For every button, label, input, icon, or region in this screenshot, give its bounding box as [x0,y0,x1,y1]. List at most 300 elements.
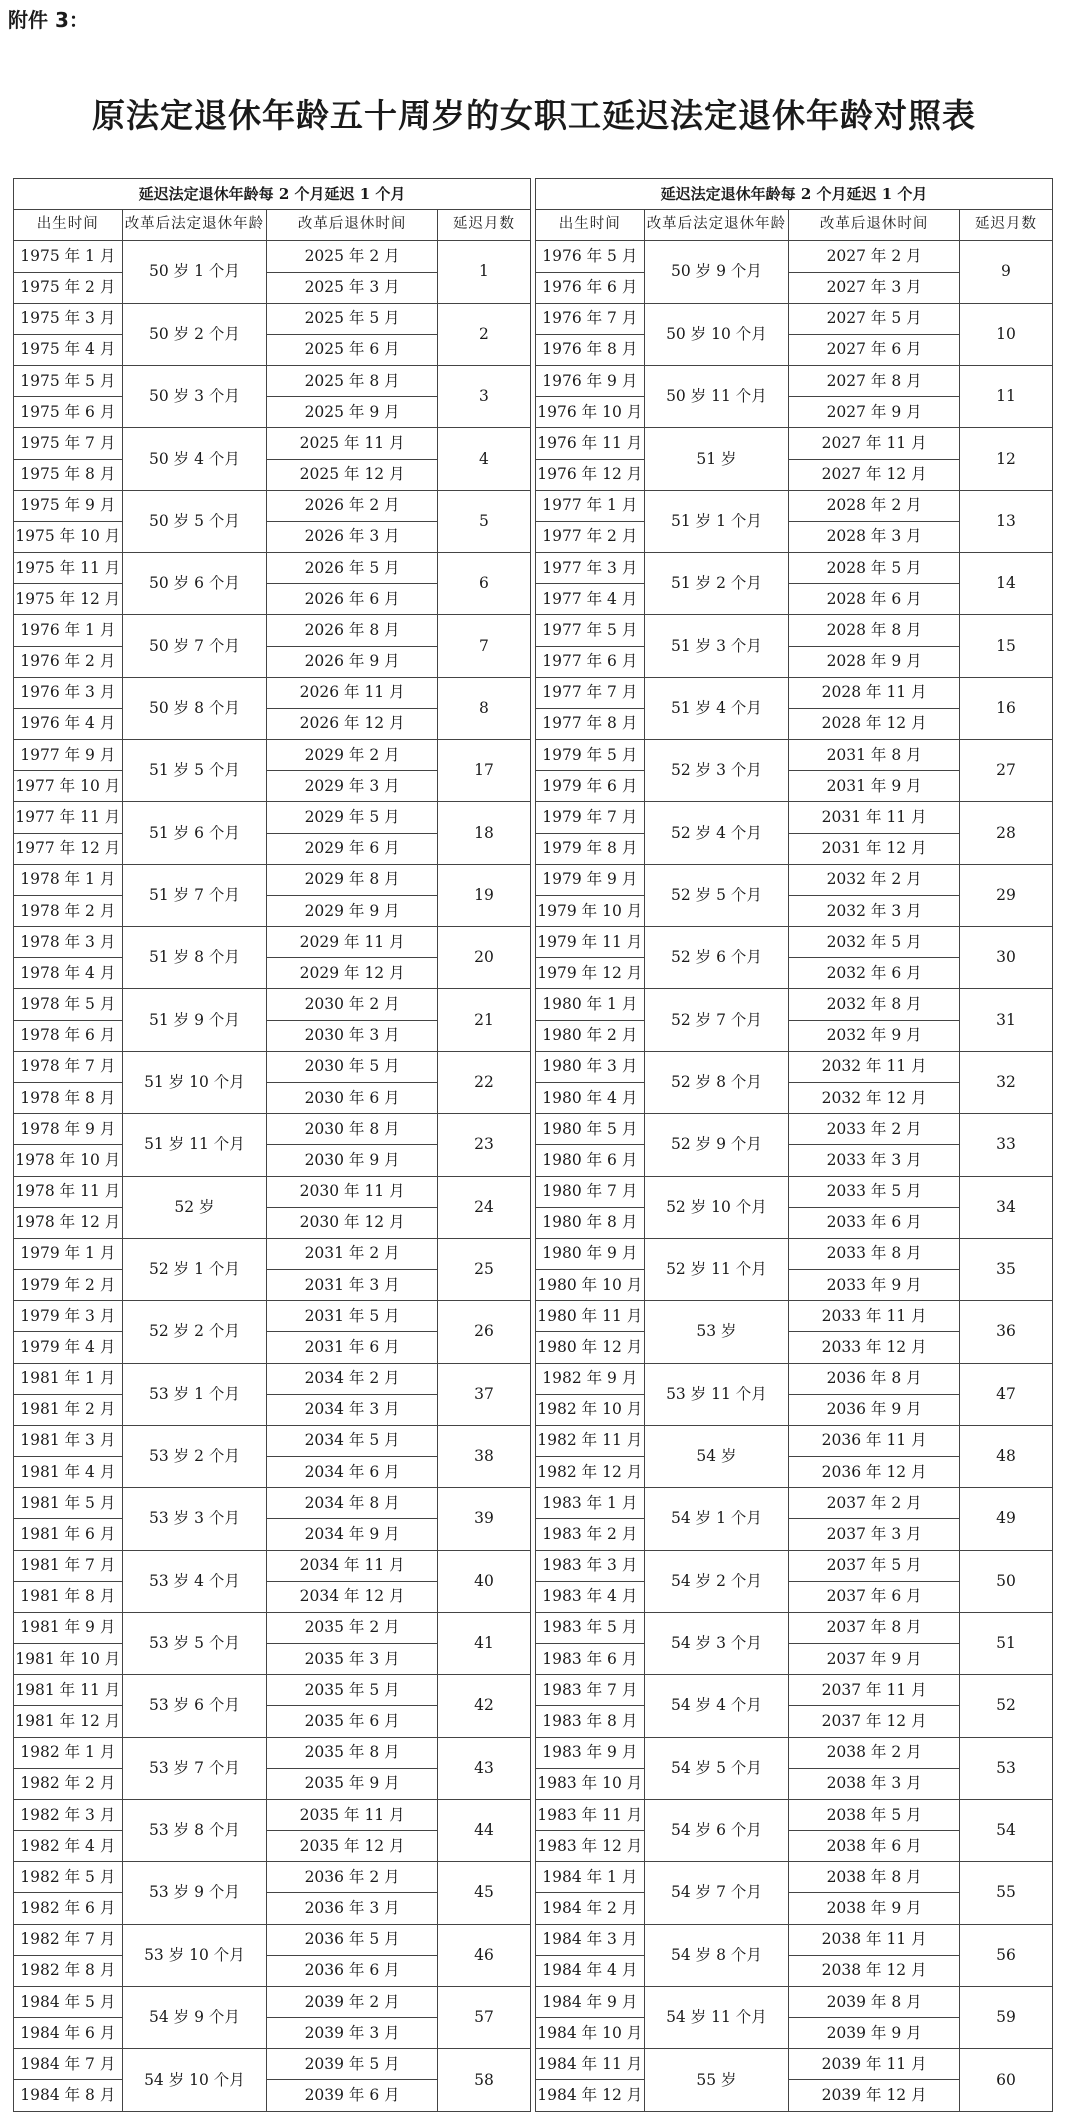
retirement-time-cell: 2026 年 2 月 [267,490,438,521]
retirement-time-cell: 2038 年 5 月 [789,1799,960,1830]
retirement-time-cell: 2033 年 3 月 [789,1145,960,1176]
table-row [536,1550,1053,1581]
birth-date-cell: 1981 年 2 月 [14,1394,123,1425]
retirement-age-cell: 54 岁 [644,1425,789,1487]
retirement-time-cell: 2030 年 11 月 [267,1176,438,1207]
delay-months-cell: 53 [959,1737,1052,1799]
birth-date-cell: 1979 年 4 月 [14,1332,123,1363]
retirement-time-cell: 2039 年 11 月 [789,2049,960,2080]
retirement-time-cell: 2034 年 12 月 [267,1581,438,1612]
birth-date-cell: 1975 年 12 月 [14,584,123,615]
delay-months-cell: 50 [959,1550,1052,1612]
table-row [14,989,531,1020]
birth-date-cell: 1977 年 11 月 [14,802,123,833]
retirement-time-cell: 2037 年 3 月 [789,1519,960,1550]
retirement-age-cell: 51 岁 11 个月 [122,1114,267,1176]
table-row [14,1986,531,2017]
retirement-time-cell: 2038 年 12 月 [789,1955,960,1986]
retirement-age-cell: 54 岁 4 个月 [644,1675,789,1737]
birth-date-cell: 1980 年 7 月 [536,1176,645,1207]
retirement-time-cell: 2028 年 3 月 [789,521,960,552]
retirement-time-cell: 2029 年 3 月 [267,771,438,802]
birth-date-cell: 1983 年 5 月 [536,1612,645,1643]
table-row [536,1675,1053,1706]
delay-months-cell: 28 [959,802,1052,864]
delay-months-cell: 58 [437,2049,530,2112]
retirement-time-cell: 2031 年 9 月 [789,771,960,802]
table-row [536,303,1053,334]
attachment-label: 附件 3： [8,8,89,32]
retirement-time-cell: 2031 年 3 月 [267,1270,438,1301]
retirement-time-cell: 2026 年 9 月 [267,646,438,677]
retirement-age-cell: 52 岁 6 个月 [644,927,789,989]
birth-date-cell: 1981 年 8 月 [14,1581,123,1612]
retirement-time-cell: 2038 年 11 月 [789,1924,960,1955]
table-row [14,241,531,272]
right-table [535,178,1053,2112]
table-row [536,740,1053,771]
table-row [536,1612,1053,1643]
birth-date-cell: 1975 年 3 月 [14,303,123,334]
retirement-time-cell: 2027 年 12 月 [789,459,960,490]
retirement-time-cell: 2033 年 11 月 [789,1301,960,1332]
table-row [14,1737,531,1768]
birth-date-cell: 1982 年 2 月 [14,1768,123,1799]
delay-months-cell: 12 [959,428,1052,490]
retirement-time-cell: 2031 年 12 月 [789,833,960,864]
left-table-body [14,179,531,2112]
delay-months-cell: 22 [437,1051,530,1113]
retirement-time-cell: 2034 年 6 月 [267,1457,438,1488]
retirement-time-cell: 2036 年 3 月 [267,1893,438,1924]
delay-months-cell: 38 [437,1425,530,1487]
retirement-age-cell: 54 岁 1 个月 [644,1488,789,1550]
retirement-time-cell: 2030 年 8 月 [267,1114,438,1145]
delay-months-cell: 5 [437,490,530,552]
retirement-age-cell: 53 岁 10 个月 [122,1924,267,1986]
retirement-age-cell: 53 岁 1 个月 [122,1363,267,1425]
table-row [14,303,531,334]
birth-date-cell: 1975 年 7 月 [14,428,123,459]
birth-date-cell: 1980 年 4 月 [536,1082,645,1113]
retirement-time-cell: 2026 年 5 月 [267,553,438,584]
delay-months-cell: 16 [959,677,1052,739]
table-row [14,1550,531,1581]
table-row [536,927,1053,958]
retirement-time-cell: 2029 年 12 月 [267,958,438,989]
birth-date-cell: 1984 年 3 月 [536,1924,645,1955]
birth-date-cell: 1977 年 5 月 [536,615,645,646]
retirement-time-cell: 2029 年 5 月 [267,802,438,833]
delay-months-cell: 45 [437,1862,530,1924]
delay-months-cell: 57 [437,1986,530,2048]
birth-date-cell: 1979 年 5 月 [536,740,645,771]
table-row [536,1488,1053,1519]
retirement-age-cell: 50 岁 10 个月 [644,303,789,365]
birth-date-cell: 1978 年 3 月 [14,927,123,958]
retirement-age-cell: 50 岁 8 个月 [122,677,267,739]
birth-date-cell: 1978 年 9 月 [14,1114,123,1145]
birth-date-cell: 1976 年 9 月 [536,366,645,397]
birth-date-cell: 1975 年 5 月 [14,366,123,397]
retirement-age-cell: 50 岁 5 个月 [122,490,267,552]
retirement-time-cell: 2029 年 9 月 [267,895,438,926]
delay-months-cell: 18 [437,802,530,864]
birth-date-cell: 1980 年 9 月 [536,1238,645,1269]
retirement-age-cell: 51 岁 9 个月 [122,989,267,1051]
retirement-time-cell: 2032 年 2 月 [789,864,960,895]
birth-date-cell: 1982 年 11 月 [536,1425,645,1456]
delay-months-cell: 27 [959,740,1052,802]
table-row [536,490,1053,521]
retirement-time-cell: 2032 年 11 月 [789,1051,960,1082]
retirement-age-cell: 55 岁 [644,2049,789,2112]
birth-date-cell: 1975 年 8 月 [14,459,123,490]
delay-months-cell: 4 [437,428,530,490]
retirement-time-cell: 2031 年 6 月 [267,1332,438,1363]
birth-date-cell: 1984 年 8 月 [14,2080,123,2112]
retirement-time-cell: 2035 年 8 月 [267,1737,438,1768]
delay-months-cell: 13 [959,490,1052,552]
delay-months-cell: 17 [437,740,530,802]
retirement-time-cell: 2034 年 11 月 [267,1550,438,1581]
birth-date-cell: 1983 年 10 月 [536,1768,645,1799]
table-row [14,1114,531,1145]
birth-date-cell: 1976 年 1 月 [14,615,123,646]
retirement-time-cell: 2026 年 11 月 [267,677,438,708]
retirement-time-cell: 2025 年 3 月 [267,272,438,303]
delay-months-cell: 15 [959,615,1052,677]
table-row [14,1051,531,1082]
birth-date-cell: 1983 年 3 月 [536,1550,645,1581]
delay-months-cell: 43 [437,1737,530,1799]
delay-months-cell: 19 [437,864,530,926]
birth-date-cell: 1981 年 1 月 [14,1363,123,1394]
birth-date-cell: 1978 年 7 月 [14,1051,123,1082]
table-row [536,241,1053,272]
table-row [14,1425,531,1456]
birth-date-cell: 1980 年 6 月 [536,1145,645,1176]
retirement-time-cell: 2030 年 12 月 [267,1207,438,1238]
retirement-time-cell: 2027 年 5 月 [789,303,960,334]
retirement-time-cell: 2033 年 2 月 [789,1114,960,1145]
delay-months-cell: 14 [959,553,1052,615]
retirement-time-cell: 2025 年 9 月 [267,397,438,428]
retirement-time-cell: 2031 年 11 月 [789,802,960,833]
retirement-time-cell: 2036 年 9 月 [789,1394,960,1425]
retirement-time-cell: 2027 年 6 月 [789,334,960,365]
retirement-time-cell: 2038 年 3 月 [789,1768,960,1799]
retirement-age-cell: 53 岁 4 个月 [122,1550,267,1612]
birth-date-cell: 1980 年 11 月 [536,1301,645,1332]
retirement-time-cell: 2033 年 9 月 [789,1270,960,1301]
birth-date-cell: 1978 年 1 月 [14,864,123,895]
birth-date-cell: 1976 年 2 月 [14,646,123,677]
retirement-time-cell: 2034 年 9 月 [267,1519,438,1550]
retirement-age-cell: 52 岁 8 个月 [644,1051,789,1113]
retirement-age-cell: 50 岁 4 个月 [122,428,267,490]
retirement-age-cell: 51 岁 6 个月 [122,802,267,864]
retirement-time-cell: 2039 年 3 月 [267,2018,438,2049]
table-row [536,677,1053,708]
retirement-age-cell: 54 岁 8 个月 [644,1924,789,1986]
birth-date-cell: 1984 年 7 月 [14,2049,123,2080]
birth-date-cell: 1983 年 11 月 [536,1799,645,1830]
birth-date-cell: 1979 年 10 月 [536,895,645,926]
table-row [14,1612,531,1643]
retirement-time-cell: 2029 年 6 月 [267,833,438,864]
delay-months-cell: 35 [959,1238,1052,1300]
table-row [536,2049,1053,2080]
retirement-time-cell: 2032 年 12 月 [789,1082,960,1113]
document-title: 原法定退休年龄五十周岁的女职工延迟法定退休年龄对照表 [92,96,976,135]
delay-months-cell: 33 [959,1114,1052,1176]
birth-date-cell: 1982 年 3 月 [14,1799,123,1830]
birth-date-cell: 1977 年 3 月 [536,553,645,584]
retirement-time-cell: 2026 年 12 月 [267,708,438,739]
birth-date-cell: 1978 年 2 月 [14,895,123,926]
delay-months-cell: 52 [959,1675,1052,1737]
retirement-time-cell: 2032 年 8 月 [789,989,960,1020]
retirement-age-cell: 54 岁 3 个月 [644,1612,789,1674]
delay-months-cell: 46 [437,1924,530,1986]
retirement-age-cell: 54 岁 5 个月 [644,1737,789,1799]
retirement-age-cell: 53 岁 11 个月 [644,1363,789,1425]
birth-date-cell: 1980 年 10 月 [536,1270,645,1301]
retirement-time-cell: 2037 年 12 月 [789,1706,960,1737]
birth-date-cell: 1975 年 6 月 [14,397,123,428]
retirement-time-cell: 2037 年 6 月 [789,1581,960,1612]
delay-months-cell: 40 [437,1550,530,1612]
retirement-age-cell: 50 岁 1 个月 [122,241,267,303]
birth-date-cell: 1983 年 4 月 [536,1581,645,1612]
retirement-time-cell: 2029 年 8 月 [267,864,438,895]
birth-date-cell: 1979 年 2 月 [14,1270,123,1301]
retirement-age-cell: 52 岁 3 个月 [644,740,789,802]
table-row [14,802,531,833]
retirement-time-cell: 2029 年 11 月 [267,927,438,958]
retirement-age-cell: 51 岁 7 个月 [122,864,267,926]
delay-months-cell: 48 [959,1425,1052,1487]
retirement-age-cell: 54 岁 2 个月 [644,1550,789,1612]
retirement-time-cell: 2025 年 12 月 [267,459,438,490]
birth-date-cell: 1976 年 10 月 [536,397,645,428]
table-row [14,553,531,584]
birth-date-cell: 1977 年 4 月 [536,584,645,615]
retirement-time-cell: 2033 年 6 月 [789,1207,960,1238]
delay-months-cell: 32 [959,1051,1052,1113]
table-row [536,366,1053,397]
birth-date-cell: 1976 年 4 月 [14,708,123,739]
retirement-time-cell: 2037 年 5 月 [789,1550,960,1581]
delay-months-cell: 36 [959,1301,1052,1363]
table-row [536,1363,1053,1394]
delay-months-cell: 2 [437,303,530,365]
retirement-age-cell: 50 岁 6 个月 [122,553,267,615]
table-row [536,428,1053,459]
birth-date-cell: 1981 年 9 月 [14,1612,123,1643]
delay-months-header: 延迟月数 [959,210,1052,241]
delay-months-cell: 10 [959,303,1052,365]
birth-date-cell: 1984 年 11 月 [536,2049,645,2080]
table-row [14,1176,531,1207]
birth-date-cell: 1982 年 9 月 [536,1363,645,1394]
delay-months-cell: 25 [437,1238,530,1300]
retirement-time-cell: 2032 年 9 月 [789,1020,960,1051]
retirement-time-cell: 2037 年 2 月 [789,1488,960,1519]
table-row [536,1986,1053,2017]
delay-months-cell: 47 [959,1363,1052,1425]
retirement-time-cell: 2027 年 9 月 [789,397,960,428]
retirement-time-cell: 2028 年 2 月 [789,490,960,521]
retirement-age-cell: 54 岁 7 个月 [644,1862,789,1924]
birth-date-cell: 1981 年 6 月 [14,1519,123,1550]
retirement-age-cell: 53 岁 8 个月 [122,1799,267,1861]
retirement-time-cell: 2028 年 11 月 [789,677,960,708]
birth-date-cell: 1979 年 3 月 [14,1301,123,1332]
right-table-body [536,179,1053,2112]
retirement-time-header: 改革后退休时间 [789,210,960,241]
retirement-time-cell: 2037 年 9 月 [789,1644,960,1675]
retirement-age-cell: 51 岁 8 个月 [122,927,267,989]
retirement-age-cell: 52 岁 11 个月 [644,1238,789,1300]
birth-date-cell: 1979 年 12 月 [536,958,645,989]
delay-months-cell: 26 [437,1301,530,1363]
birth-date-cell: 1982 年 10 月 [536,1394,645,1425]
retirement-age-cell: 51 岁 5 个月 [122,740,267,802]
table-row [536,1924,1053,1955]
table-row [14,1675,531,1706]
delay-months-cell: 55 [959,1862,1052,1924]
retirement-time-cell: 2026 年 3 月 [267,521,438,552]
table-row [536,1862,1053,1893]
comparison-table [13,178,1053,2112]
table-row [14,1799,531,1830]
birth-date-cell: 1984 年 2 月 [536,1893,645,1924]
retirement-age-cell: 53 岁 9 个月 [122,1862,267,1924]
retirement-age-cell: 52 岁 4 个月 [644,802,789,864]
retirement-time-cell: 2028 年 12 月 [789,708,960,739]
retirement-time-cell: 2027 年 3 月 [789,272,960,303]
birth-date-cell: 1975 年 11 月 [14,553,123,584]
delay-months-cell: 11 [959,366,1052,428]
retirement-time-cell: 2031 年 5 月 [267,1301,438,1332]
retirement-time-cell: 2039 年 8 月 [789,1986,960,2017]
table-row [14,615,531,646]
birth-date-cell: 1976 年 12 月 [536,459,645,490]
birth-date-cell: 1984 年 5 月 [14,1986,123,2017]
table-row [536,615,1053,646]
retirement-age-cell: 54 岁 9 个月 [122,1986,267,2048]
delay-months-cell: 8 [437,677,530,739]
retirement-time-cell: 2030 年 6 月 [267,1082,438,1113]
retirement-age-cell: 50 岁 7 个月 [122,615,267,677]
delay-months-cell: 37 [437,1363,530,1425]
table-row [14,1862,531,1893]
birth-date-cell: 1980 年 5 月 [536,1114,645,1145]
birth-date-cell: 1979 年 9 月 [536,864,645,895]
retirement-age-cell: 50 岁 3 个月 [122,366,267,428]
birth-date-cell: 1984 年 10 月 [536,2018,645,2049]
birth-date-cell: 1977 年 1 月 [536,490,645,521]
retirement-age-cell: 52 岁 10 个月 [644,1176,789,1238]
birth-date-cell: 1984 年 9 月 [536,1986,645,2017]
retirement-time-cell: 2027 年 11 月 [789,428,960,459]
delay-months-cell: 21 [437,989,530,1051]
retirement-time-cell: 2028 年 5 月 [789,553,960,584]
birth-date-cell: 1975 年 2 月 [14,272,123,303]
birth-date-cell: 1981 年 7 月 [14,1550,123,1581]
retirement-age-cell: 51 岁 1 个月 [644,490,789,552]
retirement-age-header: 改革后法定退休年龄 [644,210,789,241]
retirement-age-cell: 54 岁 10 个月 [122,2049,267,2112]
retirement-time-cell: 2034 年 3 月 [267,1394,438,1425]
retirement-time-cell: 2028 年 8 月 [789,615,960,646]
retirement-time-cell: 2039 年 5 月 [267,2049,438,2080]
retirement-time-cell: 2032 年 5 月 [789,927,960,958]
birth-date-cell: 1983 年 2 月 [536,1519,645,1550]
table-row [536,1301,1053,1332]
table-row [536,1238,1053,1269]
birth-date-cell: 1982 年 12 月 [536,1457,645,1488]
retirement-time-cell: 2039 年 6 月 [267,2080,438,2112]
table-row [14,428,531,459]
delay-months-cell: 24 [437,1176,530,1238]
table-row [14,864,531,895]
birth-date-cell: 1984 年 4 月 [536,1955,645,1986]
table-row [536,1737,1053,1768]
table-row [536,1051,1053,1082]
retirement-age-header: 改革后法定退休年龄 [122,210,267,241]
retirement-time-cell: 2028 年 6 月 [789,584,960,615]
delay-months-cell: 30 [959,927,1052,989]
retirement-time-cell: 2030 年 2 月 [267,989,438,1020]
retirement-time-cell: 2035 年 6 月 [267,1706,438,1737]
retirement-age-cell: 53 岁 [644,1301,789,1363]
retirement-time-cell: 2034 年 2 月 [267,1363,438,1394]
retirement-time-cell: 2034 年 5 月 [267,1425,438,1456]
retirement-time-cell: 2025 年 6 月 [267,334,438,365]
delay-months-cell: 41 [437,1612,530,1674]
birth-date-cell: 1976 年 11 月 [536,428,645,459]
retirement-age-cell: 51 岁 4 个月 [644,677,789,739]
retirement-time-cell: 2036 年 12 月 [789,1457,960,1488]
retirement-time-cell: 2031 年 2 月 [267,1238,438,1269]
delay-months-cell: 31 [959,989,1052,1051]
retirement-age-cell: 53 岁 3 个月 [122,1488,267,1550]
birth-date-cell: 1976 年 6 月 [536,272,645,303]
retirement-time-cell: 2034 年 8 月 [267,1488,438,1519]
birth-date-cell: 1978 年 6 月 [14,1020,123,1051]
table-row [536,1114,1053,1145]
group-header-row [14,179,531,210]
birth-date-cell: 1977 年 10 月 [14,771,123,802]
table-row [14,1363,531,1394]
birth-date-cell: 1975 年 1 月 [14,241,123,272]
birth-date-cell: 1978 年 11 月 [14,1176,123,1207]
birth-date-cell: 1982 年 6 月 [14,1893,123,1924]
table-row [536,1799,1053,1830]
column-header-row [14,210,531,241]
retirement-time-cell: 2030 年 9 月 [267,1145,438,1176]
delay-months-cell: 23 [437,1114,530,1176]
retirement-time-cell: 2035 年 11 月 [267,1799,438,1830]
retirement-age-cell: 51 岁 [644,428,789,490]
birth-date-cell: 1982 年 7 月 [14,1924,123,1955]
column-header-row [536,210,1053,241]
delay-months-cell: 49 [959,1488,1052,1550]
table-row [14,927,531,958]
